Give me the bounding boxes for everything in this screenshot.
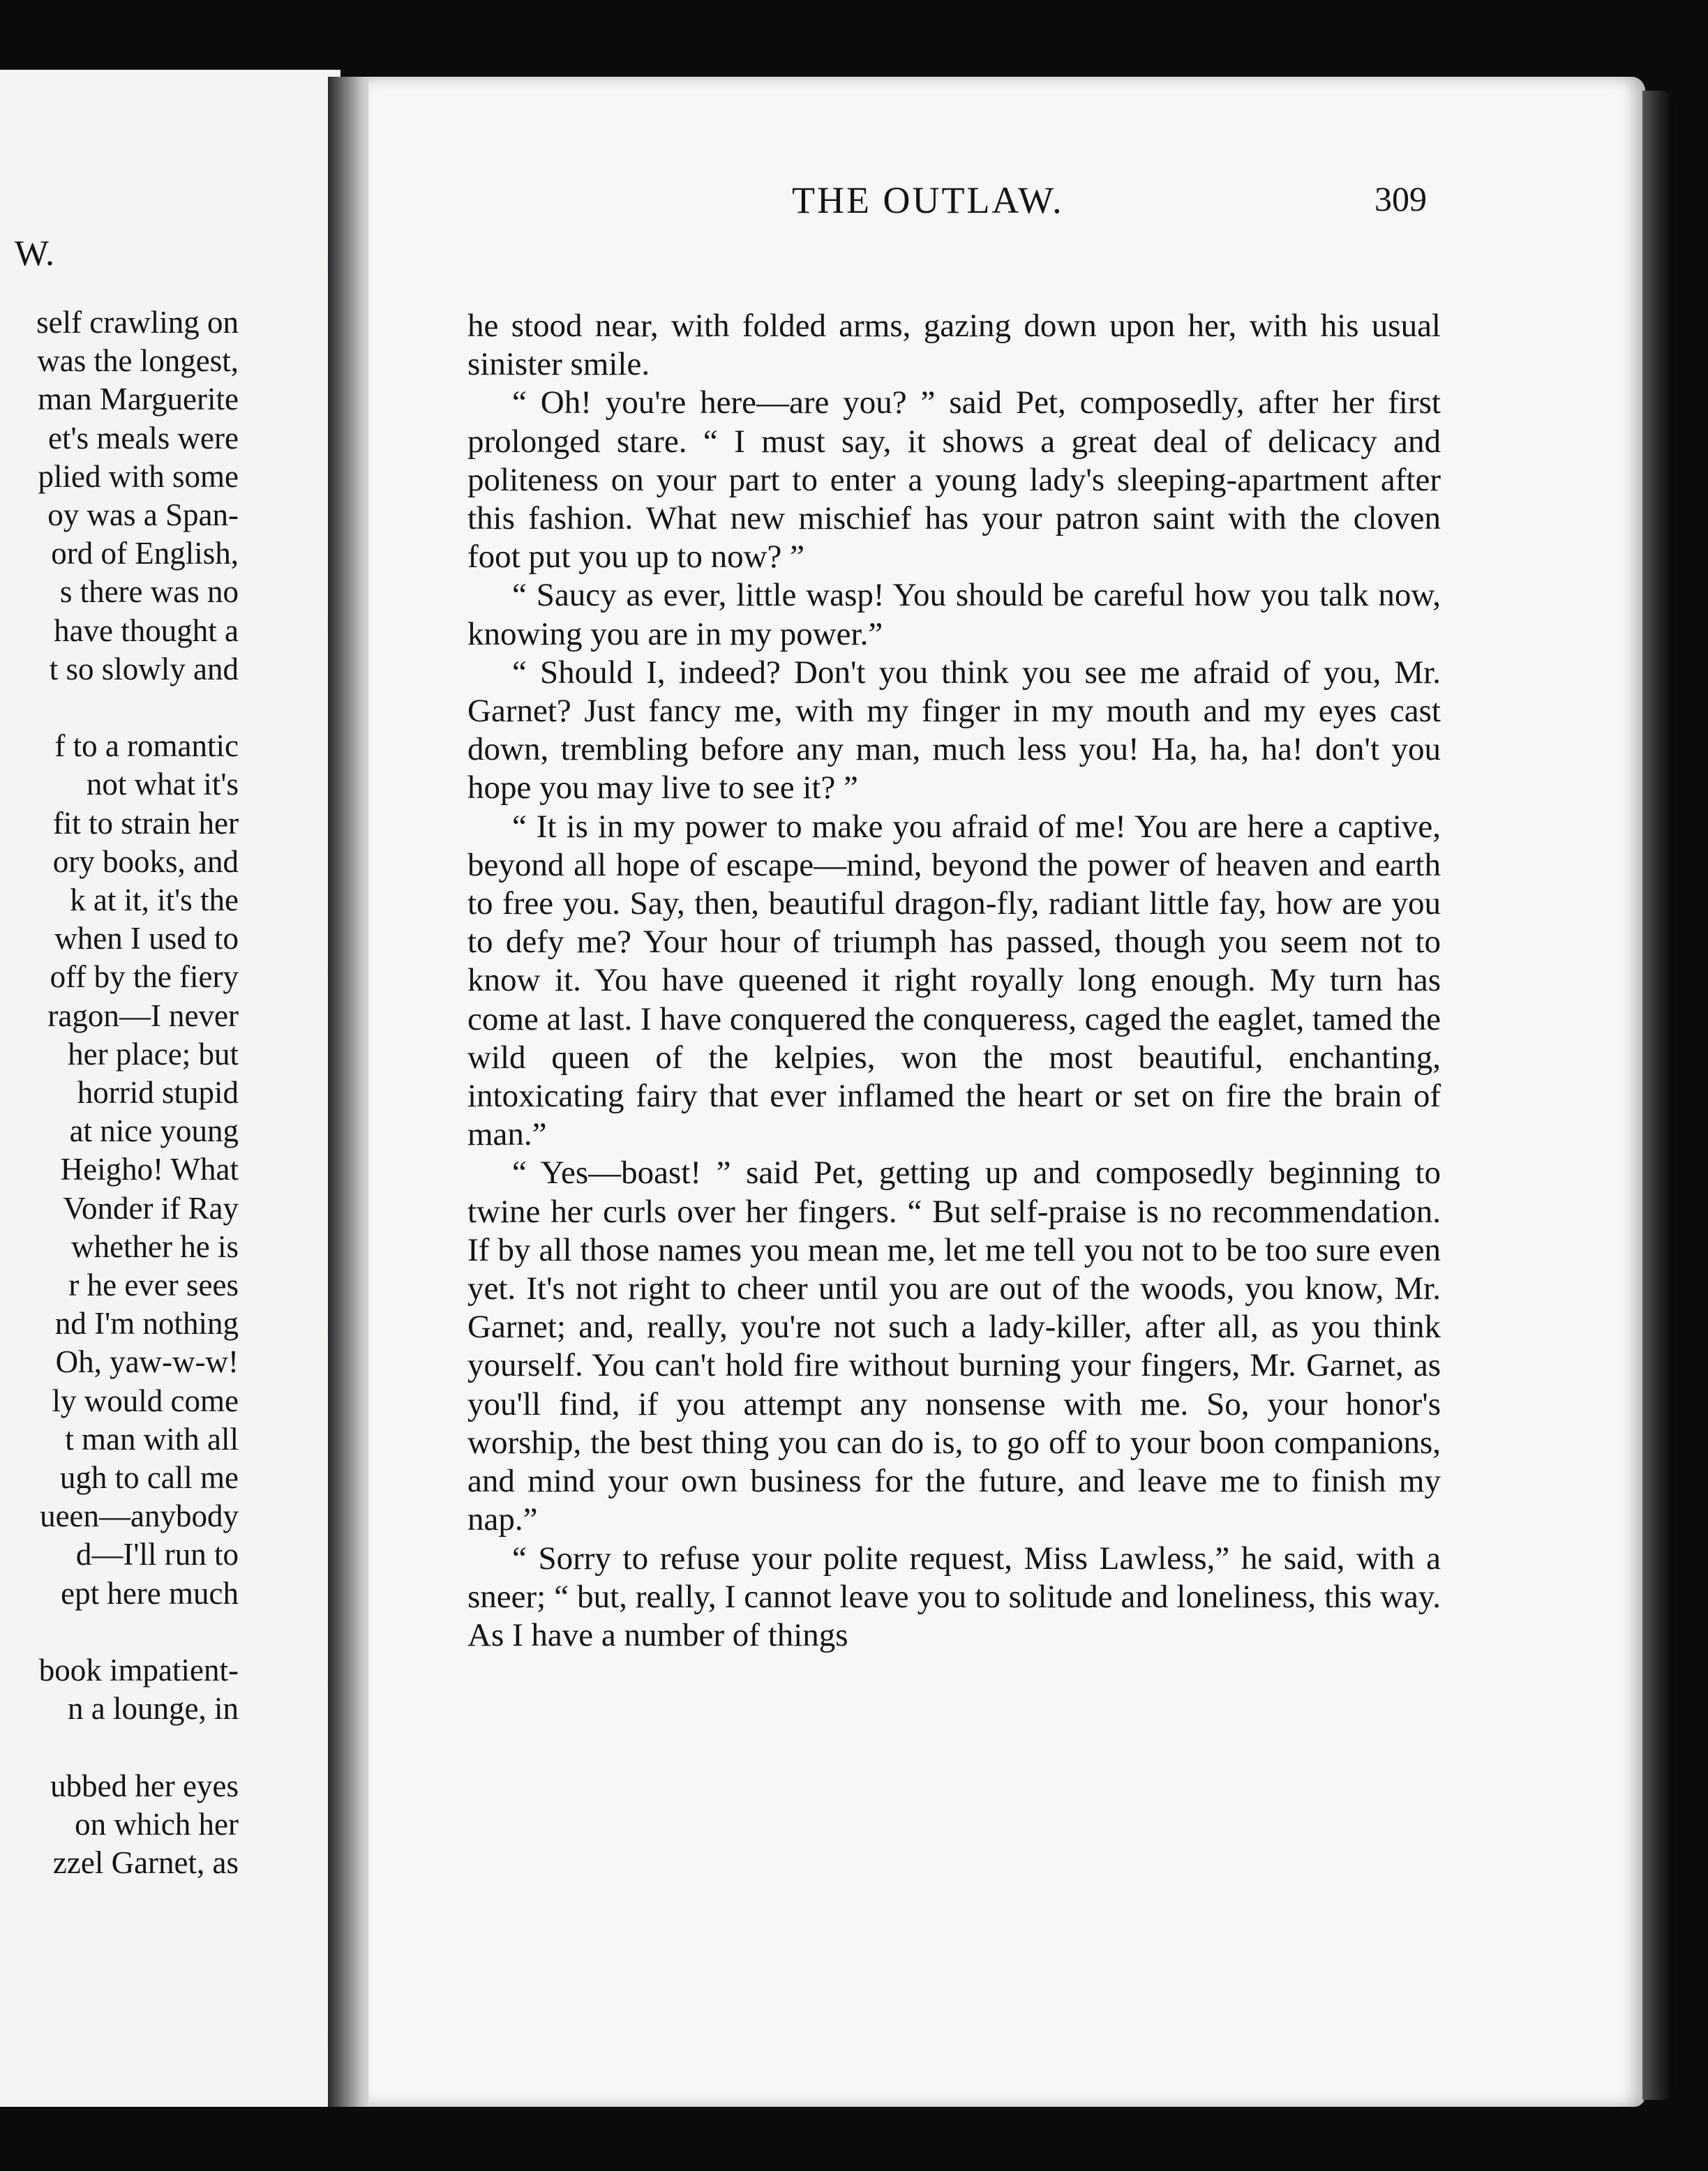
left-page-line: was the longest, (37, 343, 239, 379)
paragraph: “ It is in my power to make you afraid of me! You are here a captive, beyond all hope of escape—mind, beyond the power of heaven and earth to free you. Say, then, beautiful dragon-fly, radiant little fay, how are you to defy me? Your hour of triumph has passed, though you seem not to know it. You have queened it right royally long enough. My turn has come at last. I have conquered the conqueress, caged the eaglet, tamed the wild queen of the kelpies, won the most beautiful, enchanting, intoxicating fairy that ever inflamed the heart or set on fire the brain of man.” (467, 808, 1441, 1153)
left-page-line: when I used to (54, 921, 239, 956)
left-page-line: plied with some (38, 458, 239, 494)
book-title: THE OUTLAW. (792, 179, 1064, 221)
left-page-line: f to a romantic (54, 728, 239, 764)
left-page-line: self crawling on (36, 305, 239, 340)
left-page-line: whether he is (71, 1229, 239, 1264)
left-page-line: ory books, and (52, 843, 239, 879)
paragraph: “ Yes—boast! ” said Pet, getting up and composedly beginning to twine her curls over her fingers. “ But self-praise is no recommendation. If by all those names you mean me, let me tell you not to be too sure even yet. It's not right to cheer until you are out of the woods, you know, Mr. Garnet; and, really, you're not such a lady-killer, after all, as you think yourself. You can't hold fire without burning your fingers, Mr. Garnet, as you'll find, if you attempt any nonsense with me. So, your honor's worship, the best thing you can do is, to go off to your boon companions, and mind your own business for the future, and leave me to finish my nap.” (467, 1155, 1441, 1538)
left-page-line: ly would come (52, 1383, 239, 1418)
paragraph: he stood near, with folded arms, gazing down upon her, with his usual sinister smile. (467, 308, 1441, 383)
left-page-line: n a lounge, in (68, 1691, 239, 1727)
left-page-line: r he ever sees (68, 1268, 239, 1302)
left-page-line: Oh, yaw-w-w! (55, 1344, 239, 1380)
left-page-line: Vonder if Ray (63, 1190, 239, 1226)
left-page-line: ubbed her eyes (50, 1768, 239, 1803)
left-page-line: t man with all (65, 1421, 239, 1457)
left-page-line: not what it's (86, 767, 239, 802)
left-page-line: horrid stupid (77, 1075, 239, 1110)
left-page (0, 70, 340, 2107)
left-page-line: on which her (75, 1806, 239, 1842)
left-page-line: nd I'm nothing (54, 1306, 239, 1342)
left-page-line: d—I'll run to (75, 1537, 239, 1572)
running-head (774, 159, 1472, 229)
left-page-line: book impatient- (38, 1653, 239, 1688)
left-page-line: have thought a (54, 613, 239, 648)
body-text (467, 307, 1441, 1655)
left-page-line: man Marguerite (38, 382, 239, 417)
left-page-line: Heigho! What (60, 1152, 239, 1187)
paragraph: “ Saucy as ever, little wasp! You should be careful how you talk now, knowing you are in my power.” (467, 577, 1441, 652)
paragraph: “ Sorry to refuse your polite request, Miss Lawless,” he said, with a sneer; “ but, really, I cannot leave you to solitude and loneliness, this way. As I have a number of things (467, 1540, 1441, 1653)
left-page-line: k at it, it's the (70, 882, 239, 917)
paragraph: “ Oh! you're here—are you? ” said Pet, composedly, after her first prolonged stare. “ I must say, it shows a great deal of delicacy and politeness on your part to enter a young lady's sleeping-apartment after this fashion. What new mischief has your patron saint with the cloven foot put you up to now? ” (467, 384, 1441, 576)
left-page-line: ugh to call me (59, 1460, 239, 1495)
left-page-line: at nice young (69, 1113, 239, 1149)
left-page-line: off by the fiery (50, 959, 239, 995)
left-page-line: zzel Garnet, as (52, 1845, 239, 1880)
left-page-line: s there was no (59, 574, 239, 610)
left-page-line: fit to strain her (52, 805, 239, 841)
left-page-line: oy was a Span- (47, 497, 239, 532)
left-page-line: her place; but (68, 1036, 239, 1072)
page-number: 309 (1374, 179, 1427, 218)
paragraph: “ Should I, indeed? Don't you think you see me afraid of you, Mr. Garnet? Just fancy me, with my finger in my mouth and my eyes cast down, trembling before any man, much less you! Ha, ha, ha! don't you hope you may live to see it? ” (467, 654, 1441, 806)
left-page-header-fragment: W. (14, 234, 54, 273)
page-edge (1642, 91, 1673, 2100)
left-page-line: ept here much (61, 1575, 239, 1611)
left-page-line: ueen—anybody (40, 1498, 239, 1534)
left-page-line: ord of English, (51, 536, 239, 571)
left-page-line: t so slowly and (49, 651, 239, 686)
left-page-line: ragon—I never (47, 998, 239, 1033)
left-page-line: et's meals were (48, 420, 239, 456)
